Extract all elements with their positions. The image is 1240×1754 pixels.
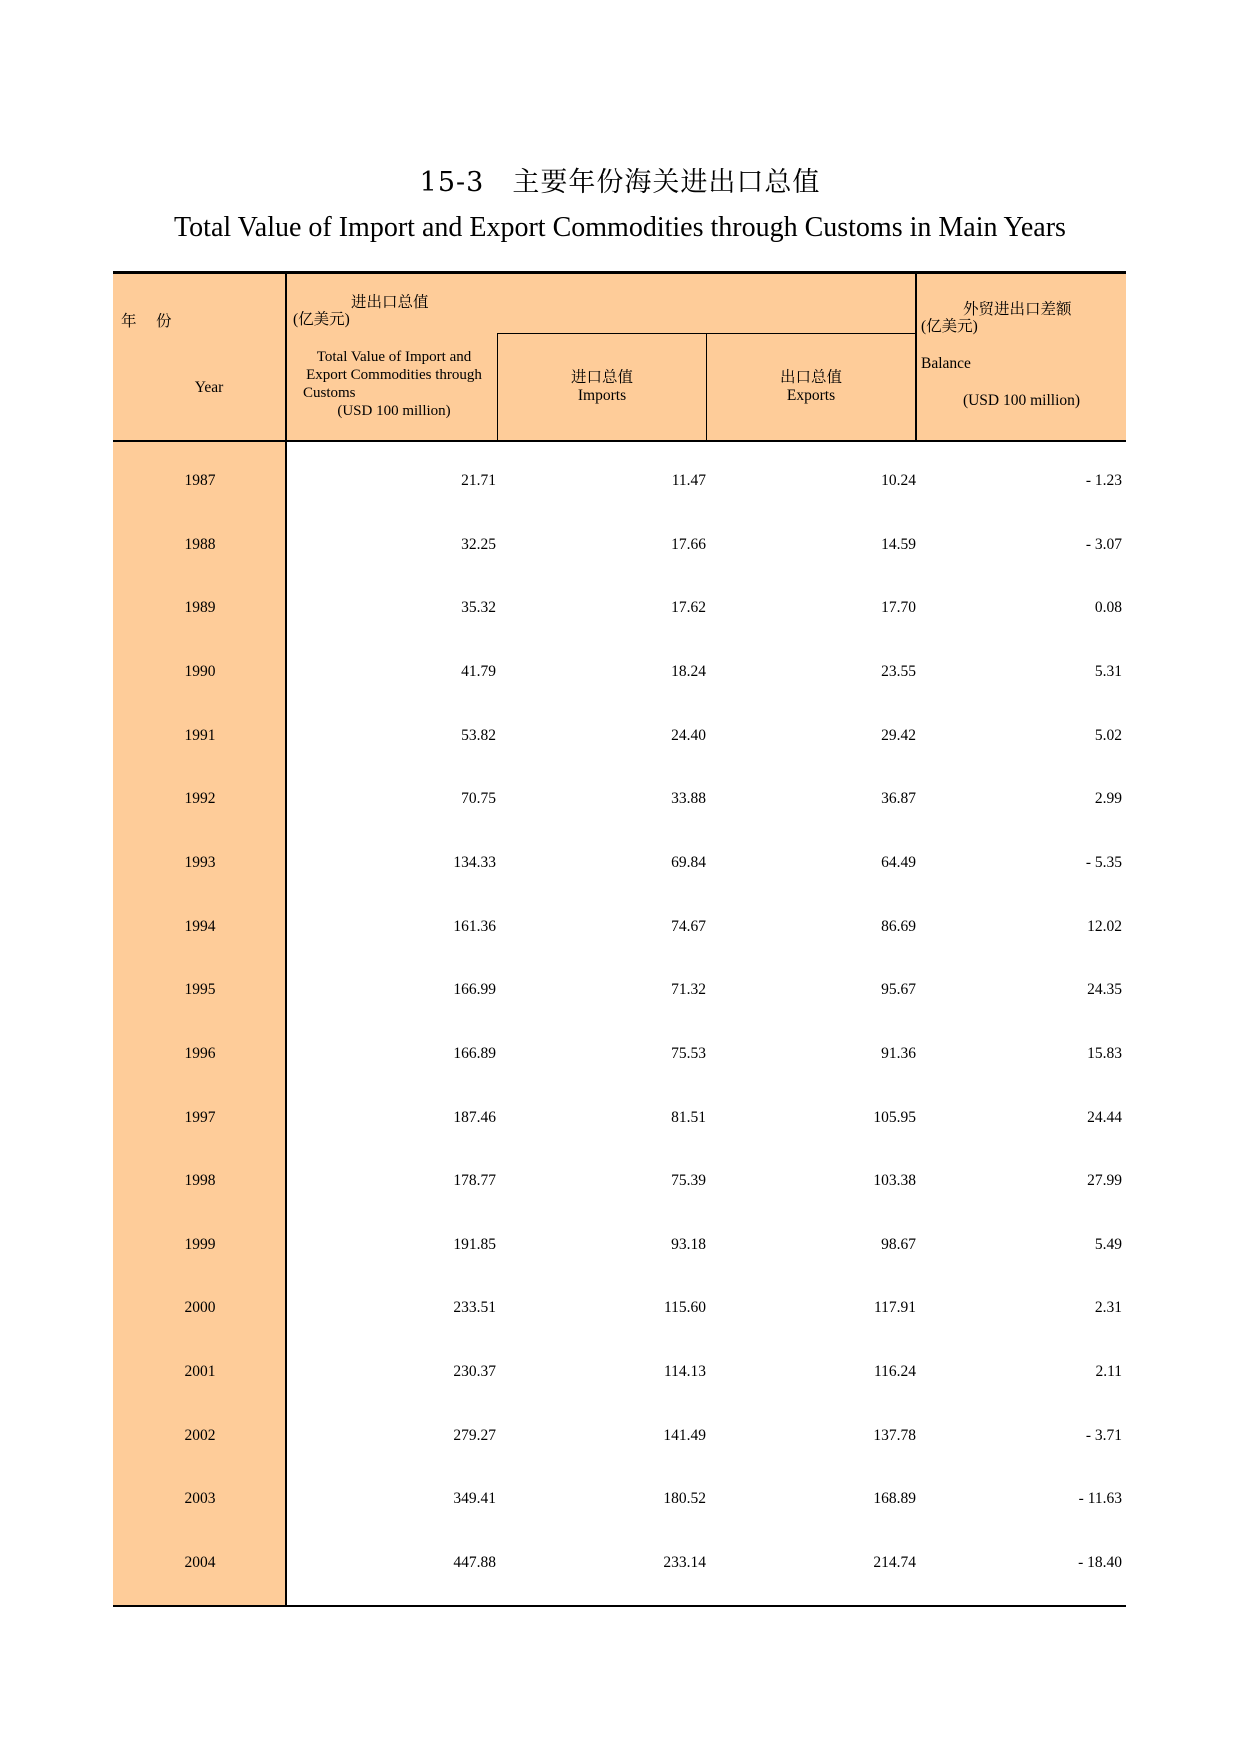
cell-exports: 95.67 — [881, 981, 916, 999]
header-total-unit-en: (USD 100 million) — [337, 403, 451, 419]
table-header — [113, 271, 1126, 442]
table-row — [113, 662, 1126, 682]
table-row — [113, 789, 1126, 809]
cell-exports: 116.24 — [873, 1363, 916, 1381]
cell-exports: 23.55 — [881, 662, 916, 680]
table-row — [113, 726, 1126, 746]
header-total-en-3: Customs — [303, 385, 356, 401]
cell-balance: - 1.23 — [1085, 472, 1122, 489]
cell-year: 1988 — [184, 535, 216, 553]
cell-imports: 11.47 — [671, 472, 706, 489]
cell-imports: 81.51 — [671, 1108, 706, 1126]
cell-balance: 24.35 — [1087, 981, 1122, 999]
cell-balance: 2.11 — [1095, 1363, 1122, 1381]
header-year-cn: 年 份 — [121, 313, 174, 330]
cell-year: 1995 — [184, 981, 216, 999]
cell-year: 2004 — [184, 1554, 216, 1572]
cell-balance: 15.83 — [1087, 1044, 1122, 1062]
cell-total: 70.75 — [461, 790, 496, 808]
cell-exports: 10.24 — [881, 472, 916, 489]
cell-balance: 27.99 — [1087, 1172, 1122, 1190]
cell-year: 1990 — [184, 662, 216, 680]
cell-balance: - 11.63 — [1078, 1490, 1122, 1508]
cell-exports: 64.49 — [881, 853, 916, 871]
cell-year: 1991 — [184, 726, 216, 744]
table-row — [113, 1553, 1126, 1573]
header-subgroup-rule — [497, 333, 915, 334]
cell-total: 230.37 — [453, 1363, 496, 1381]
cell-total: 41.79 — [461, 662, 496, 680]
cell-total: 349.41 — [453, 1490, 496, 1508]
table-bottom-rule — [113, 1605, 1126, 1607]
cell-total: 53.82 — [461, 726, 496, 744]
table-row — [113, 1108, 1126, 1128]
table-row — [113, 1298, 1126, 1318]
cell-imports: 75.53 — [671, 1044, 706, 1062]
header-total-cn: 进出口总值 — [351, 294, 429, 311]
table-row — [113, 471, 1126, 491]
header-imports-cn: 进口总值 — [570, 369, 633, 386]
cell-imports: 141.49 — [663, 1426, 706, 1444]
cell-imports: 114.13 — [663, 1363, 706, 1381]
table-row — [113, 1489, 1126, 1509]
cell-exports: 98.67 — [881, 1235, 916, 1253]
header-total-en-2: Export Commodities through — [306, 367, 482, 383]
table-row — [113, 917, 1126, 937]
cell-balance: 24.44 — [1087, 1108, 1122, 1126]
header-balance-cn: 外贸进出口差额 — [963, 301, 1072, 318]
cell-imports: 180.52 — [663, 1490, 706, 1508]
cell-year: 1987 — [184, 472, 216, 489]
cell-year: 2002 — [184, 1426, 216, 1444]
cell-balance: 0.08 — [1094, 599, 1122, 617]
cell-imports: 24.40 — [671, 726, 706, 744]
table-row — [113, 598, 1126, 618]
cell-balance: 2.99 — [1094, 790, 1122, 808]
table-row — [113, 1044, 1126, 1064]
cell-year: 1997 — [184, 1108, 216, 1126]
cell-exports: 105.95 — [873, 1108, 916, 1126]
cell-exports: 214.74 — [873, 1554, 916, 1572]
cell-total: 233.51 — [453, 1299, 496, 1317]
customs-trade-table — [113, 271, 1126, 1607]
header-balance-unit-cn: (亿美元) — [921, 318, 978, 335]
cell-total: 191.85 — [453, 1235, 496, 1253]
table-row — [113, 853, 1126, 873]
cell-exports: 86.69 — [881, 917, 916, 935]
cell-balance: - 18.40 — [1078, 1554, 1122, 1572]
header-imports-en: Imports — [577, 387, 627, 404]
cell-balance: 5.02 — [1094, 726, 1122, 744]
cell-total: 161.36 — [453, 917, 496, 935]
cell-year: 2000 — [184, 1299, 216, 1317]
cell-imports: 74.67 — [671, 917, 706, 935]
cell-imports: 17.66 — [671, 535, 706, 553]
table-row — [113, 980, 1126, 1000]
table-row — [113, 1235, 1126, 1255]
cell-year: 2001 — [184, 1363, 216, 1381]
table-row — [113, 1362, 1126, 1382]
cell-exports: 168.89 — [873, 1490, 916, 1508]
header-divider-balance — [915, 274, 917, 440]
cell-year: 1992 — [184, 790, 216, 808]
table-row — [113, 535, 1126, 555]
cell-year: 1998 — [184, 1172, 216, 1190]
cell-imports: 33.88 — [671, 790, 706, 808]
cell-imports: 17.62 — [671, 599, 706, 617]
title-chinese: 15-3 主要年份海关进出口总值 — [419, 167, 821, 198]
cell-exports: 29.42 — [881, 726, 916, 744]
cell-balance: 5.49 — [1094, 1235, 1122, 1253]
cell-total: 178.77 — [453, 1172, 496, 1190]
cell-imports: 115.60 — [663, 1299, 706, 1317]
header-total-unit-cn: (亿美元) — [293, 311, 350, 328]
cell-balance: 2.31 — [1094, 1299, 1122, 1317]
cell-total: 21.71 — [461, 472, 496, 489]
cell-year: 1994 — [184, 917, 216, 935]
cell-total: 187.46 — [453, 1108, 496, 1126]
header-balance-en: Balance — [921, 355, 971, 372]
cell-balance: - 5.35 — [1085, 853, 1122, 871]
cell-balance: 12.02 — [1087, 917, 1122, 935]
cell-total: 166.99 — [453, 981, 496, 999]
cell-imports: 18.24 — [671, 662, 706, 680]
cell-total: 166.89 — [453, 1044, 496, 1062]
cell-imports: 69.84 — [671, 853, 706, 871]
cell-year: 1999 — [184, 1235, 216, 1253]
cell-year: 1989 — [184, 599, 216, 617]
cell-exports: 14.59 — [881, 535, 916, 553]
cell-imports: 233.14 — [663, 1554, 706, 1572]
cell-year: 1993 — [184, 853, 216, 871]
table-row — [113, 1426, 1126, 1446]
cell-total: 279.27 — [453, 1426, 496, 1444]
cell-exports: 103.38 — [873, 1172, 916, 1190]
cell-exports: 91.36 — [881, 1044, 916, 1062]
table-row — [113, 1171, 1126, 1191]
cell-year: 1996 — [184, 1044, 216, 1062]
cell-balance: - 3.71 — [1085, 1426, 1122, 1444]
header-exports-en: Exports — [786, 387, 836, 404]
header-divider-year — [285, 274, 287, 440]
cell-balance: - 3.07 — [1085, 535, 1122, 553]
cell-exports: 36.87 — [881, 790, 916, 808]
cell-year: 2003 — [184, 1490, 216, 1508]
cell-total: 447.88 — [453, 1554, 496, 1572]
cell-imports: 71.32 — [671, 981, 706, 999]
header-total-en-1: Total Value of Import and — [316, 349, 472, 365]
cell-total: 134.33 — [453, 853, 496, 871]
header-balance-unit-en: (USD 100 million) — [962, 392, 1081, 409]
header-exports-cn: 出口总值 — [779, 369, 842, 386]
cell-total: 35.32 — [461, 599, 496, 617]
cell-exports: 137.78 — [873, 1426, 916, 1444]
cell-imports: 93.18 — [671, 1235, 706, 1253]
cell-total: 32.25 — [461, 535, 496, 553]
header-year-en: Year — [194, 379, 224, 396]
cell-exports: 117.91 — [873, 1299, 916, 1317]
title-english: Total Value of Import and Export Commodities through Customs in Main Years — [174, 212, 1066, 243]
cell-imports: 75.39 — [671, 1172, 706, 1190]
cell-balance: 5.31 — [1094, 662, 1122, 680]
cell-exports: 17.70 — [881, 599, 916, 617]
